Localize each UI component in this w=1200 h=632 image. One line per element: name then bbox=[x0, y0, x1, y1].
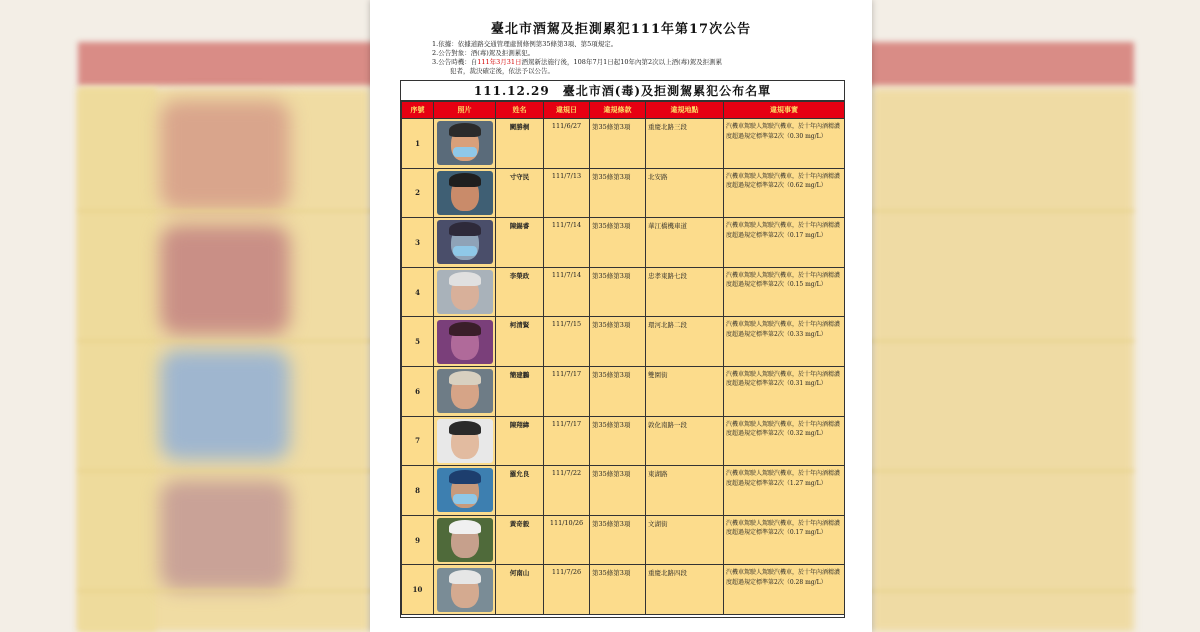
violation-date: 111/7/14 bbox=[544, 218, 590, 268]
announcement-notes bbox=[432, 40, 852, 76]
violation-fact: 汽機車駕駛人駕駛汽機車，於十年內酒精濃度超過規定標準第2次（0.30 mg/L） bbox=[724, 119, 845, 169]
hair-shape bbox=[449, 322, 481, 336]
blurred-photo bbox=[160, 350, 290, 460]
portrait-icon bbox=[437, 121, 493, 165]
offender-name: 簡建鵬 bbox=[496, 366, 544, 416]
table-header-row bbox=[402, 102, 845, 119]
offender-photo bbox=[434, 565, 496, 615]
offender-photo bbox=[434, 119, 496, 169]
portrait-icon bbox=[437, 171, 493, 215]
note-timing bbox=[432, 58, 852, 67]
violation-clause: 第35條第3項 bbox=[590, 366, 646, 416]
portrait-icon bbox=[437, 220, 493, 264]
violation-clause: 第35條第3項 bbox=[590, 119, 646, 169]
blurred-photo bbox=[160, 480, 290, 590]
violation-location: 環河北路二段 bbox=[646, 317, 724, 367]
note-timing-continued: 犯者，裁決確定後，依法予以公告。 bbox=[450, 67, 554, 75]
violation-location: 東湖路 bbox=[646, 466, 724, 516]
portrait-icon bbox=[437, 468, 493, 512]
blurred-photo bbox=[160, 100, 290, 210]
header-fact: 違規事實 bbox=[724, 102, 845, 119]
violation-date: 111/7/26 bbox=[544, 565, 590, 615]
portrait-icon bbox=[437, 369, 493, 413]
offender-name: 羅允良 bbox=[496, 466, 544, 516]
portrait-icon bbox=[437, 320, 493, 364]
row-number: 7 bbox=[402, 416, 434, 466]
violation-clause: 第35條第3項 bbox=[590, 317, 646, 367]
offender-photo bbox=[434, 168, 496, 218]
row-number: 10 bbox=[402, 565, 434, 615]
offender-name: 闕勝桐 bbox=[496, 119, 544, 169]
portrait-icon bbox=[437, 568, 493, 612]
table-row bbox=[402, 317, 845, 367]
hair-shape bbox=[449, 222, 481, 236]
face-mask-shape bbox=[453, 246, 477, 256]
table-row bbox=[402, 366, 845, 416]
violation-clause: 第35條第3項 bbox=[590, 466, 646, 516]
blurred-number-column bbox=[78, 88, 156, 632]
violation-location: 忠孝東路七段 bbox=[646, 267, 724, 317]
row-number: 9 bbox=[402, 515, 434, 565]
violation-location: 重慶北路四段 bbox=[646, 565, 724, 615]
portrait-icon bbox=[437, 270, 493, 314]
note-basis: 1.依據：依據道路交通管理處罰條例第35條第3項、第5項規定。 bbox=[432, 40, 618, 48]
header-number: 序號 bbox=[402, 102, 434, 119]
row-number: 5 bbox=[402, 317, 434, 367]
note-timing-prefix: 3.公告時機：自 bbox=[432, 58, 478, 66]
violation-date: 111/10/26 bbox=[544, 515, 590, 565]
table-row bbox=[402, 565, 845, 615]
violation-fact: 汽機車駕駛人駕駛汽機車，於十年內酒精濃度超過規定標準第2次（0.62 mg/L） bbox=[724, 168, 845, 218]
portrait-icon bbox=[437, 518, 493, 562]
offender-photo bbox=[434, 366, 496, 416]
violation-location: 重慶北路三段 bbox=[646, 119, 724, 169]
violation-clause: 第35條第3項 bbox=[590, 565, 646, 615]
violation-clause: 第35條第3項 bbox=[590, 416, 646, 466]
hair-shape bbox=[449, 123, 481, 137]
violation-clause: 第35條第3項 bbox=[590, 218, 646, 268]
violation-fact: 汽機車駕駛人駕駛汽機車，於十年內酒精濃度超過規定標準第2次（1.27 mg/L） bbox=[724, 466, 845, 516]
hair-shape bbox=[449, 470, 481, 484]
violation-clause: 第35條第3項 bbox=[590, 515, 646, 565]
violation-fact: 汽機車駕駛人駕駛汽機車，於十年內酒精濃度超過規定標準第2次（0.31 mg/L） bbox=[724, 366, 845, 416]
face-mask-shape bbox=[453, 494, 477, 504]
violation-fact: 汽機車駕駛人駕駛汽機車，於十年內酒精濃度超過規定標準第2次（0.28 mg/L） bbox=[724, 565, 845, 615]
hair-shape bbox=[449, 421, 481, 435]
violation-location: 文湖街 bbox=[646, 515, 724, 565]
hair-shape bbox=[449, 570, 481, 584]
blurred-right-panel bbox=[872, 88, 1134, 632]
violation-date: 111/7/14 bbox=[544, 267, 590, 317]
offender-name: 陳翔緯 bbox=[496, 416, 544, 466]
violation-fact: 汽機車駕駛人駕駛汽機車，於十年內酒精濃度超過規定標準第2次（0.17 mg/L） bbox=[724, 218, 845, 268]
table-row bbox=[402, 416, 845, 466]
offender-list-table bbox=[400, 80, 845, 618]
violation-date: 111/7/17 bbox=[544, 366, 590, 416]
violation-fact: 汽機車駕駛人駕駛汽機車，於十年內酒精濃度超過規定標準第2次（0.32 mg/L） bbox=[724, 416, 845, 466]
announcement-document bbox=[370, 0, 872, 632]
row-number: 4 bbox=[402, 267, 434, 317]
row-number: 1 bbox=[402, 119, 434, 169]
offender-photo bbox=[434, 218, 496, 268]
table-row bbox=[402, 119, 845, 169]
document-title: 臺北市酒駕及拒測累犯111年第17次公告 bbox=[490, 22, 752, 37]
note-timing-date: 111年3月31日 bbox=[477, 58, 522, 66]
note-timing-suffix: 酒駕新法施行後，108年7月1日起10年內第2次以上酒(毒)駕及拒測累 bbox=[521, 58, 723, 66]
face-mask-shape bbox=[453, 147, 477, 157]
violation-fact: 汽機車駕駛人駕駛汽機車，於十年內酒精濃度超過規定標準第2次（0.17 mg/L） bbox=[724, 515, 845, 565]
offender-photo bbox=[434, 416, 496, 466]
note-target: 2.公告對象：酒(毒)駕及拒測累犯。 bbox=[432, 49, 535, 57]
row-number: 8 bbox=[402, 466, 434, 516]
table-row bbox=[402, 218, 845, 268]
table-row bbox=[402, 168, 845, 218]
hair-shape bbox=[449, 272, 481, 286]
row-number: 6 bbox=[402, 366, 434, 416]
offender-table bbox=[401, 101, 845, 615]
violation-date: 111/6/27 bbox=[544, 119, 590, 169]
blurred-photo bbox=[160, 225, 290, 335]
offender-name: 寸守民 bbox=[496, 168, 544, 218]
header-date: 違規日 bbox=[544, 102, 590, 119]
violation-date: 111/7/13 bbox=[544, 168, 590, 218]
offender-photo bbox=[434, 267, 496, 317]
violation-fact: 汽機車駕駛人駕駛汽機車，於十年內酒精濃度超過規定標準第2次（0.33 mg/L） bbox=[724, 317, 845, 367]
offender-name: 柯清賢 bbox=[496, 317, 544, 367]
violation-location: 雙園街 bbox=[646, 366, 724, 416]
violation-location: 華江橋機車道 bbox=[646, 218, 724, 268]
hair-shape bbox=[449, 173, 481, 187]
offender-photo bbox=[434, 466, 496, 516]
table-title: 111.12.29 臺北市酒(毒)及拒測駕累犯公布名單 bbox=[401, 81, 844, 101]
header-location: 違規地點 bbox=[646, 102, 724, 119]
portrait-icon bbox=[437, 419, 493, 463]
header-name: 姓名 bbox=[496, 102, 544, 119]
table-row bbox=[402, 515, 845, 565]
offender-photo bbox=[434, 515, 496, 565]
offender-name: 黃奇毅 bbox=[496, 515, 544, 565]
hair-shape bbox=[449, 520, 481, 534]
violation-location: 敦化南路一段 bbox=[646, 416, 724, 466]
table-row bbox=[402, 466, 845, 516]
row-number: 2 bbox=[402, 168, 434, 218]
violation-location: 北安路 bbox=[646, 168, 724, 218]
violation-date: 111/7/15 bbox=[544, 317, 590, 367]
violation-fact: 汽機車駕駛人駕駛汽機車，於十年內酒精濃度超過規定標準第2次（0.15 mg/L） bbox=[724, 267, 845, 317]
hair-shape bbox=[449, 371, 481, 385]
violation-date: 111/7/22 bbox=[544, 466, 590, 516]
violation-clause: 第35條第3項 bbox=[590, 168, 646, 218]
offender-name: 李榮政 bbox=[496, 267, 544, 317]
offender-name: 何南山 bbox=[496, 565, 544, 615]
violation-date: 111/7/17 bbox=[544, 416, 590, 466]
header-photo: 照片 bbox=[434, 102, 496, 119]
row-number: 3 bbox=[402, 218, 434, 268]
offender-name: 陳錫睿 bbox=[496, 218, 544, 268]
offender-photo bbox=[434, 317, 496, 367]
violation-clause: 第35條第3項 bbox=[590, 267, 646, 317]
table-row bbox=[402, 267, 845, 317]
header-clause: 違規條款 bbox=[590, 102, 646, 119]
